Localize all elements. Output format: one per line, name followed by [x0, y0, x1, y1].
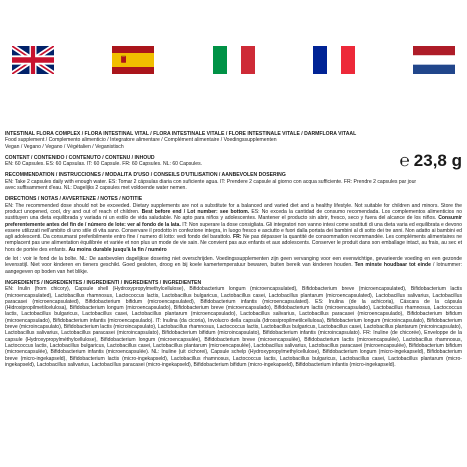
- directions-text: / lotnummer: aangegeven op boden van het blikje.: [5, 262, 462, 275]
- content-heading: CONTENT / CONTENIDO / CONTENUTO / CONTENU / INHOUD: [5, 154, 155, 161]
- product-category: Food supplement / Complemento alimenticio / Integratore alimentare / Complément alimentaire / Voedingssupplementen: [5, 137, 277, 144]
- product-name: INTESTINAL FLORA COMPLEX / FLORA INTESTINAL VITAL / FLORA INTESTINALE VITALE / FLORE INTESTINALE VITALE / DARMFLORA VITAAL: [5, 131, 357, 137]
- directions-text: IT: Non superare la dose consigliata. Gli integratori non vanno intesi come sostituti di una dieta varia ed equilibrata e devono essere utilizzati nell'ambito di uno stile di vita sano. Conservare il prodotto in confezione integra, in luogo fresco e asciutto e fuori dalla portata dei bambini al di sotto dei tre anni. Non adatto ai bambini ed agli adolescenti. Da consumarsi preferibilmente entro fine / numero di lotto: vedi fondo del barattolo.: [5, 221, 462, 241]
- france-flag: [313, 46, 355, 74]
- net-weight-value: 23,8 g: [413, 150, 462, 170]
- netherlands-flag: [413, 46, 455, 74]
- directions-bold-text: Best before end / Lot number: see bottom.: [141, 208, 250, 215]
- uk-flag: [12, 46, 54, 74]
- directions-text: ES: No exceda la cantidad de consumo recomendada. Los complementos alimenticios no sustituyen una dieta equilibrada y variada ni un estilo de vida saludable. No apto para niños y adolescentes. Mantener el producto sin abrir, fresco, seco y fuera del alcance de los niños.: [5, 208, 462, 222]
- ingredients-block: [5, 280, 462, 368]
- recommendation-line-1: EN: Take 2 capsules daily with enough water. ES: Tomar 2 cápsulas diaria con suficiente agua. IT: Prendere 2 capsule al giorno con acqua sufficiente. FR: Prendre 2 capsules par jour: [5, 178, 417, 185]
- recommendation-block: [5, 172, 462, 191]
- ingredients-heading: INGREDIENTS / INGREDIENTES / INGREDIENTI / INGRÉDIENTS / INGREDIËNTEN: [5, 279, 202, 286]
- directions-heading: DIRECTIONS / NOTAS / AVVERTENZE / NOTES / NOTITIE: [5, 196, 143, 203]
- spain-flag: [112, 46, 154, 74]
- directions-text: Ne pas dépasser la quantité de consommation recommandée. Les compléments alimentaires ne remplacent pas une alimentation équilibrée et variée et non plus un mode de vie sain. Ne convient pas aux enfants et aux adolescents. Conserver le produit dans son emballage intact, au frais, au sec et hors de portée des enfants.: [5, 234, 462, 253]
- directions-paragraph-2: [5, 256, 462, 275]
- italy-flag: [213, 46, 255, 74]
- directions-bold-text: Au moins durable jusqu'à la fin / numéro: [68, 246, 167, 253]
- content-text: EN: 60 Capsules. ES: 60 Capsulas. IT: 60 Capsule. FR: 60 Capsules. NL: 60 Capsules.: [5, 161, 203, 168]
- content-block: [5, 150, 462, 170]
- title-block: [5, 131, 462, 150]
- flag-row: [12, 40, 455, 80]
- label-text: [5, 131, 462, 373]
- directions-text: de lot : voir le fond de la boîte. NL: De aanbevolen dagelijkse dosering niet overschrijden. Voedingssupplementen zijn geen vervanging voor een evenwichtige, gevarieerde voeding en een gezonde levensstijl. Niet voor kinderen en tieners geschikt. Goed gesloten, droog en bij koele kamertemperatuur bewaren, buiten bereik van kinderen houden.: [5, 256, 462, 269]
- net-weight: [400, 151, 462, 171]
- ingredients-text: EN: Inulin (from chicory), Capsule shell (Hydroxypropylmethylcellulose), Bifidobacterium longum (microencapsulated), Bifidobacterium breve (microencapsulated), Bifidobacterium lactis (microencapsulated), Lactobacillus rhamnosus, Lactococcus lactis, Lactobacillus bulgaricus, Lactobacillus casei, Lactobacillus plantarum (microencapsulated), Lactobacillus salivarius, Lactobacillus paracasei (microencapsulated), Bifidobacterium bifidum (microencapsulated), Bifidobacterium infantis (microencapsulated). ES: Inulina (de la achicoria), Cáscara de la cápsula (Hidroxipropilmetilcelulosa), Bifidobacterium longum (microencapsulado), Bifidobacterium breve (microencapsulado), Bifidobacterium lactis (microencapsulado), Lactobacillus rhamnosus, Lactococcus lactis, Lactobacillus bulgaricus, Lactobacillus casei, Lactobacillus plantarum (microencapsulado), Lactobacillus salivarius, Lactobacillus paracasei (microencapsulado), Bifidobacterium bifidum (microencapsulado), Bifidobacterium infantis (microencapsulado). IT: Inulina (da cicoria), Involucro della capsula (Idrossipropilmetilcellulosa), Bifidobacterium longum (microincapsulato), Bifidobacterium breve (microincapsulato), Bifidobacterium lactis (microincapsulato), Lactobacillus rhamnosus, Lactococcus lactis, Lactobacillus bulgaricus, Lactobacillus casei, Lactobacillus plantarum (microincapsulato), Lactobacillus salivarius, Lactobacillus paracasei (microincapsulato), Bifidobacterium bifidum (microincapsulato), Bifidobacterium infantis (microincapsulato). FR: Inuline (de chicorée), Enveloppe de la capsule (Hydroxypropylméthylcellulose), Bifidobacterium longum (microencapsulée), Bifidobacterium breve (microencapsulée), Bifidobacterium lactis (microencapsulée), Lactobacillus rhamnosus, Lactococcus lactis, Lactobacillus bulgaricus, Lactobacillus casei, Lactobacillus plantarum (microencapsulée), Lactobacillus salivarius, Lactobacillus paracasei (microencapsulée), Bifidobacterium bifidum (microencapsulée), Bifidobacterium infantis (microencapsulée). NL: Inuline (uit cichorei), Capsule schelp (Hydroxypropylmethylcellulose), Bifidobacterium longum (micro-ingekapseld), Bifidobacterium breve (micro-ingekapseld), Bifidobacterium lactis (micro-ingekapseld), Lactobacillus rhamnosus, Lactococcus lactis, Lactobacillus bulgaricus, Lactobacillus casei, Lactobacillus plantarum (micro-ingekapseld), Lactobacillus salivarius, Lactobacillus paracasei (micro-ingekapseld), Bifidobacterium bifidum (micro-ingekapseld), Bifidobacterium infantis (micro-ingekapseld).: [5, 286, 462, 368]
- directions-text: EN: The recommended dose should not be exceeded. Dietary supplements are not a substitute for a balanced and varied diet and a healthy lifestyle. Not suitable for children and minors. Store the product unopened, cool, dry and out of reach of children.: [5, 202, 462, 215]
- vegan-note: Vegan / Vegano / Vegano / Végétalien / Veganistisch: [5, 143, 124, 150]
- recommendation-heading: RECOMMENDATION / INSTRUCCIONES / MODALITÀ D'USO / CONSEILS D'UTILISATION / AANBEVOLEN DOSERING: [5, 172, 286, 179]
- directions-bold-text: FR:: [232, 234, 242, 241]
- directions-paragraph-1: [5, 203, 462, 253]
- directions-bold-text: Ten minste houdbaar tot einde: [354, 262, 431, 269]
- directions-block: [5, 196, 462, 275]
- estimated-sign-icon: ℮: [399, 150, 410, 170]
- directions-bold-text: Consumir preferentemente antes del fin de / número de lote: ver al fondo de la lata.: [5, 215, 462, 228]
- recommendation-line-2: avec suffisamment d'eau. NL: Dagelijks 2 capsules met voldoende water nemen.: [5, 185, 187, 192]
